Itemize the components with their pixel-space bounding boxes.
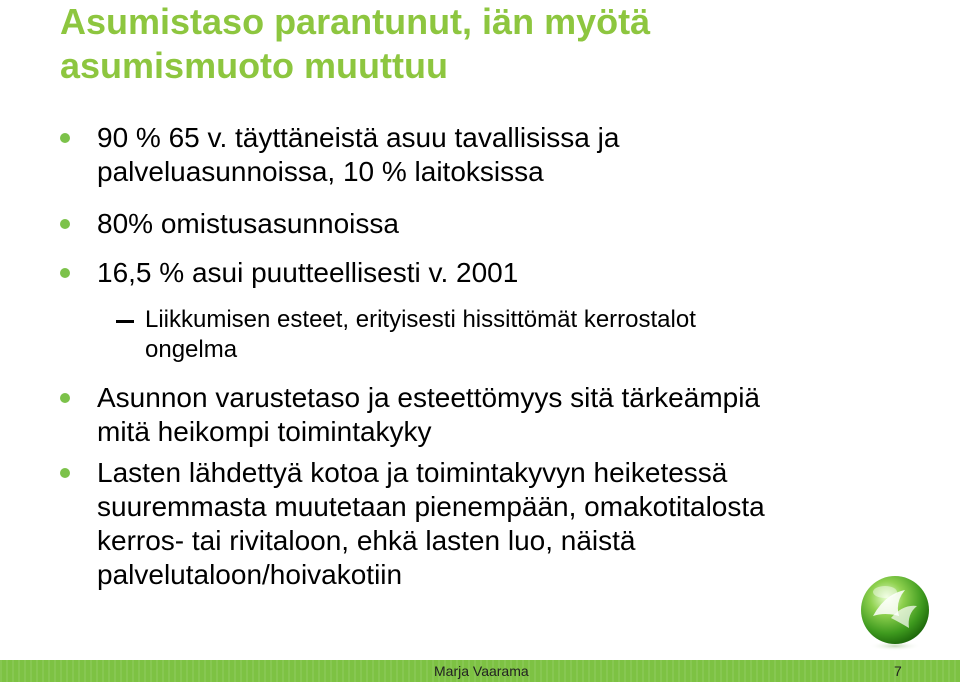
bullet-line: Asunnon varustetaso ja esteettömyys sitä tärkeämpiä: [97, 382, 761, 413]
bullet-item-2: [97, 207, 917, 241]
bullet-line: palvelutaloon/hoivakotiin: [97, 559, 403, 590]
bullet-line: 80% omistusasunnoissa: [97, 208, 399, 239]
bullet-item-4: [97, 381, 917, 449]
sub-bullet-line: Liikkumisen esteet, erityisesti hissittömät kerrostalot: [145, 306, 696, 333]
bullet-line: 90 % 65 v. täyttäneistä asuu tavallisissa ja: [97, 122, 620, 153]
page-number: 7: [894, 663, 902, 679]
bullet-item-3: [97, 256, 917, 290]
slide-title-line-1: Asumistaso parantunut, iän myötä: [60, 1, 651, 42]
bullet-marker: [60, 468, 70, 478]
bullet-marker: [60, 393, 70, 403]
bullet-line: kerros- tai rivitaloon, ehkä lasten luo, näistä: [97, 525, 636, 556]
bullet-item-1: [97, 121, 917, 189]
sub-bullet-line: ongelma: [145, 336, 238, 363]
bullet-line: mitä heikompi toimintakyky: [97, 416, 432, 447]
bullet-marker: [60, 133, 70, 143]
slide-title: [60, 0, 940, 88]
sub-bullet-item: [145, 305, 905, 365]
bullet-line: 16,5 % asui puutteellisesti v. 2001: [97, 257, 519, 288]
footer-author: Marja Vaarama: [434, 663, 529, 679]
bullet-marker: [60, 268, 70, 278]
sub-bullet-dash: [116, 320, 134, 323]
bullet-marker: [60, 219, 70, 229]
bullet-line: suuremmasta muutetaan pienempään, omakotitalosta: [97, 491, 765, 522]
footer-bar: [0, 660, 960, 682]
bullet-line: Lasten lähdettyä kotoa ja toimintakyvyn heiketessä: [97, 457, 728, 488]
bullet-item-5: [97, 456, 917, 592]
green-sphere-logo-icon: [855, 572, 935, 652]
slide-title-line-2: asumismuoto muuttuu: [60, 45, 448, 86]
bullet-line: palveluasunnoissa, 10 % laitoksissa: [97, 156, 544, 187]
